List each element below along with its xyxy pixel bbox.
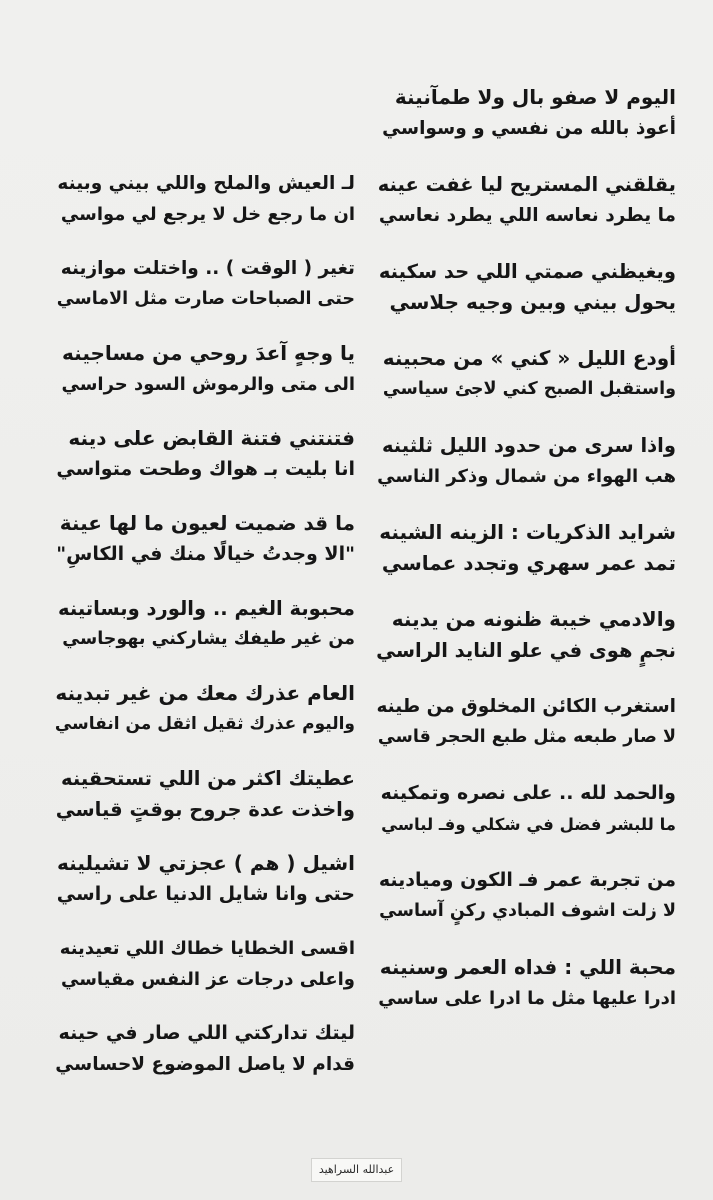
verse-line-2: ما للبشر فضل في شكلي وفـ لباسي: [381, 815, 676, 834]
verse-line-1: واذا سرى من حدود الليل ثلثينه: [381, 434, 676, 457]
verse-line-2: يحول بيني وبين وجيه جلاسي: [389, 290, 676, 314]
verse-line-1: والادمي خيبة ظنونه من يدينه: [391, 607, 676, 631]
poem-column-left: [55, 168, 355, 1103]
verse-line-2: لا زلت اشوف المبادي ركنٍ آساسي: [379, 901, 676, 921]
poem-column-right: [376, 82, 676, 1039]
verse-line-2: هب الهواء من شمال وذكر الناسي: [377, 466, 676, 487]
verse-line-1: لـ العيش والملح واللي بيني وبينه: [57, 173, 355, 194]
verse-line-2: ما يطرد نعاسه اللي يطرد نعاسي: [378, 205, 676, 226]
verse: [55, 763, 355, 848]
verse-line-1: استغرب الكائن المخلوق من طينه: [376, 696, 676, 717]
verse-line-1: العام عذرك معك من غير تبدينه: [55, 681, 355, 705]
verse-line-1: تغير ( الوقت ) .. واختلت موازينه: [60, 258, 355, 279]
verse-line-2: ان ما رجع خل لا يرجع لي مواسي: [60, 204, 355, 225]
verse: [55, 933, 355, 1018]
verse-line-1: عطيتك اكثر من اللي تستحقينه: [61, 767, 355, 790]
verse: [55, 1018, 355, 1103]
verse-line-2: ادرا عليها مثل ما ادرا على ساسي: [378, 988, 676, 1009]
verse: [55, 848, 355, 933]
verse-line-2: أعوذ بالله من نفسي و وسواسي: [382, 118, 676, 139]
verse-line-2: الى متى والرموش السود حراسي: [61, 374, 355, 395]
verse: [376, 865, 676, 952]
verse: [55, 338, 355, 423]
verse-line-2: قدام لا ياصل الموضوع لاحساسي: [55, 1054, 355, 1075]
verse-line-1: ويغيظني صمتي اللي حد سكينه: [378, 260, 676, 283]
verse-line-1: محبة اللي : فداه العمر وسنينه: [379, 955, 676, 979]
verse-line-1: والحمد لله .. على نصره وتمكينه: [380, 782, 676, 804]
verse: [376, 343, 676, 430]
verse-line-2: حتى وانا شايل الدنيا على راسي: [56, 883, 355, 905]
verse-line-1: شرايد الذكريات : الزينه الشينه: [379, 520, 676, 544]
verse-line-1: فتنتني فتنة القابض على دينه: [68, 426, 355, 450]
verse: [376, 952, 676, 1039]
verse-line-2: حتى الصباحات صارت مثل الاماسي: [56, 289, 355, 309]
verse-line-1: ما قد ضميت لعيون ما لها عينة: [59, 511, 355, 535]
verse: [376, 169, 676, 256]
verse-line-2: واعلى درجات عز النفس مقياسي: [61, 969, 355, 990]
verse-line-2: واستقبل الصبح كني لاجئ سياسي: [382, 379, 676, 399]
verse-line-2: انا بليت بـ هواك وطحت متواسي: [56, 458, 355, 480]
verse: [376, 778, 676, 865]
verse: [55, 423, 355, 508]
verse-line-1: اشيل ( هم ) عجزتي لا تشيلينه: [57, 851, 355, 875]
verse: [55, 253, 355, 338]
verse: [376, 691, 676, 778]
verse-line-1: أودع الليل « كني » من محبينه: [382, 346, 676, 370]
verse-line-2: لا صار طبعه مثل طبع الحجر قاسي: [377, 727, 676, 747]
verse: [376, 604, 676, 691]
verse-line-2: تمد عمر سهري وتجدد عماسي: [381, 551, 676, 575]
verse: [376, 256, 676, 343]
verse-line-1: اليوم لا صفو بال ولا طمآنينة: [394, 85, 676, 109]
author-signature-label: عبدالله السراهيد: [311, 1158, 402, 1182]
verse-line-2: من غير طيفك يشاركني بهوجاسي: [62, 629, 355, 649]
verse-line-1: يا وجهٍ آعدَ روحي من مساجينه: [62, 341, 355, 365]
verse: [376, 430, 676, 517]
verse-line-1: محبوبة الغيم .. والورد وبساتينه: [58, 597, 355, 620]
verse-line-2: واليوم عذرك ثقيل اثقل من انفاسي: [54, 714, 355, 734]
verse-line-1: يقلقني المستريح ليا غفت عينه: [377, 173, 676, 196]
verse: [55, 593, 355, 678]
verse: [55, 508, 355, 593]
verse-line-2: واخذت عدة جروح بوقتٍ قياسي: [55, 798, 355, 821]
verse-line-1: اقسى الخطايا خطاك اللي تعيدينه: [59, 938, 355, 959]
verse: [376, 82, 676, 169]
verse-line-1: من تجربة عمر فـ الكون وميادينه: [378, 869, 676, 891]
verse-line-2: "الا وجدتُ خيالًا منك في الكاسِ": [56, 543, 355, 565]
verse: [55, 678, 355, 763]
verse-line-2: نجمٍ هوى في علو النايد الراسي: [376, 639, 676, 662]
verse-line-1: ليتك تداركتي اللي صار في حينه: [58, 1022, 355, 1044]
verse: [55, 168, 355, 253]
verse: [376, 517, 676, 604]
